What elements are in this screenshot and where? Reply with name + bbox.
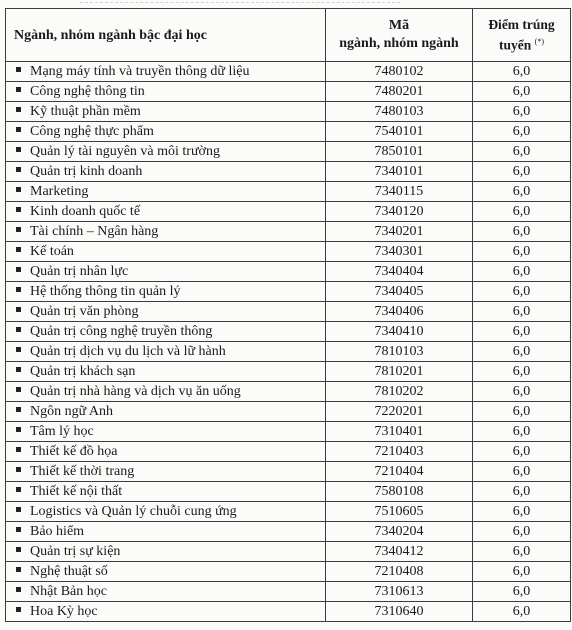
admission-score: 6,0 — [473, 322, 571, 342]
cut-off-header-remnant — [80, 2, 400, 7]
major-code: 7210403 — [326, 442, 473, 462]
bullet-icon — [16, 527, 21, 532]
major-name: Quản trị khách sạn — [30, 364, 136, 379]
admission-score: 6,0 — [473, 262, 571, 282]
major-name: Hệ thống thông tin quản lý — [30, 284, 181, 299]
major-code: 7810103 — [326, 342, 473, 362]
bullet-icon — [16, 407, 21, 412]
admission-score: 6,0 — [473, 522, 571, 542]
major-name-cell — [6, 162, 326, 182]
major-code: 7340410 — [326, 322, 473, 342]
major-name: Marketing — [30, 184, 89, 199]
table-row — [6, 122, 571, 142]
admission-score: 6,0 — [473, 602, 571, 622]
major-name: Quản trị kinh doanh — [30, 164, 143, 179]
major-name: Hoa Kỳ học — [30, 604, 98, 619]
major-code: 7480201 — [326, 82, 473, 102]
major-code: 7810201 — [326, 362, 473, 382]
bullet-icon — [16, 307, 21, 312]
major-name: Tài chính – Ngân hàng — [30, 224, 159, 239]
major-code: 7340406 — [326, 302, 473, 322]
table-row — [6, 102, 571, 122]
major-code: 7810202 — [326, 382, 473, 402]
major-name: Công nghệ thông tin — [30, 84, 145, 99]
table-row — [6, 242, 571, 262]
major-name-cell — [6, 222, 326, 242]
major-code: 7480103 — [326, 102, 473, 122]
table-row — [6, 262, 571, 282]
table-row — [6, 162, 571, 182]
header-score-line1: Điểm trúng — [488, 17, 555, 33]
major-name-cell — [6, 262, 326, 282]
header-major-label: Ngành, nhóm ngành bậc đại học — [14, 27, 207, 43]
major-code: 7340412 — [326, 542, 473, 562]
major-name-cell — [6, 542, 326, 562]
table-row — [6, 522, 571, 542]
admission-score: 6,0 — [473, 442, 571, 462]
header-major — [6, 9, 326, 62]
major-code: 7340101 — [326, 162, 473, 182]
major-name: Quản lý tài nguyên và môi trường — [30, 144, 220, 159]
admission-score: 6,0 — [473, 582, 571, 602]
admission-score: 6,0 — [473, 282, 571, 302]
major-code: 7340404 — [326, 262, 473, 282]
bullet-icon — [16, 387, 21, 392]
admission-score: 6,0 — [473, 242, 571, 262]
major-name-cell — [6, 382, 326, 402]
header-code — [326, 9, 473, 62]
major-name-cell — [6, 62, 326, 82]
major-code: 7340405 — [326, 282, 473, 302]
bullet-icon — [16, 107, 21, 112]
major-name-cell — [6, 142, 326, 162]
major-code: 7340120 — [326, 202, 473, 222]
bullet-icon — [16, 327, 21, 332]
table-row — [6, 82, 571, 102]
major-name-cell — [6, 82, 326, 102]
major-name-cell — [6, 602, 326, 622]
bullet-icon — [16, 427, 21, 432]
bullet-icon — [16, 167, 21, 172]
major-name: Nghệ thuật số — [30, 564, 108, 579]
admission-score: 6,0 — [473, 82, 571, 102]
bullet-icon — [16, 607, 21, 612]
bullet-icon — [16, 187, 21, 192]
bullet-icon — [16, 487, 21, 492]
header-code-line1: Mã — [388, 18, 410, 33]
table-row — [6, 302, 571, 322]
major-name: Kinh doanh quốc tế — [30, 204, 141, 219]
major-code: 7340301 — [326, 242, 473, 262]
table-row — [6, 542, 571, 562]
major-name-cell — [6, 582, 326, 602]
bullet-icon — [16, 207, 21, 212]
table-row — [6, 462, 571, 482]
major-name-cell — [6, 322, 326, 342]
header-row — [6, 9, 571, 62]
major-name: Bảo hiểm — [30, 524, 85, 539]
major-name-cell — [6, 562, 326, 582]
major-code: 7220201 — [326, 402, 473, 422]
table-row — [6, 442, 571, 462]
table-row — [6, 482, 571, 502]
major-code: 7310613 — [326, 582, 473, 602]
bullet-icon — [16, 147, 21, 152]
major-name-cell — [6, 302, 326, 322]
table-row — [6, 402, 571, 422]
table-row — [6, 502, 571, 522]
table-row — [6, 282, 571, 302]
major-name: Quản trị nhân lực — [30, 264, 129, 279]
major-code: 7540101 — [326, 122, 473, 142]
major-name: Quản trị công nghệ truyền thông — [30, 324, 213, 339]
bullet-icon — [16, 287, 21, 292]
major-code: 7310401 — [326, 422, 473, 442]
major-name-cell — [6, 522, 326, 542]
major-name-cell — [6, 342, 326, 362]
bullet-icon — [16, 67, 21, 72]
major-name: Ngôn ngữ Anh — [30, 404, 114, 419]
major-code: 7580108 — [326, 482, 473, 502]
major-name: Tâm lý học — [30, 424, 94, 439]
admission-score: 6,0 — [473, 62, 571, 82]
major-name: Quản trị dịch vụ du lịch và lữ hành — [30, 344, 226, 359]
major-name: Nhật Bản học — [30, 584, 107, 599]
major-name: Thiết kế đồ họa — [30, 444, 118, 459]
bullet-icon — [16, 447, 21, 452]
admission-score: 6,0 — [473, 362, 571, 382]
bullet-icon — [16, 547, 21, 552]
major-name-cell — [6, 482, 326, 502]
table-row — [6, 202, 571, 222]
admission-score: 6,0 — [473, 542, 571, 562]
major-name-cell — [6, 182, 326, 202]
major-name-cell — [6, 282, 326, 302]
admission-score: 6,0 — [473, 342, 571, 362]
admission-score: 6,0 — [473, 222, 571, 242]
major-code: 7340201 — [326, 222, 473, 242]
major-name: Công nghệ thực phẩm — [30, 124, 154, 139]
major-name-cell — [6, 242, 326, 262]
admission-score: 6,0 — [473, 502, 571, 522]
admission-score: 6,0 — [473, 482, 571, 502]
admission-score: 6,0 — [473, 422, 571, 442]
admission-score: 6,0 — [473, 162, 571, 182]
admission-score: 6,0 — [473, 122, 571, 142]
admission-score: 6,0 — [473, 562, 571, 582]
table-row — [6, 142, 571, 162]
major-code: 7510605 — [326, 502, 473, 522]
bullet-icon — [16, 227, 21, 232]
bullet-icon — [16, 127, 21, 132]
major-name: Logistics và Quản lý chuỗi cung ứng — [30, 504, 237, 519]
major-code: 7480102 — [326, 62, 473, 82]
bullet-icon — [16, 267, 21, 272]
major-name-cell — [6, 462, 326, 482]
major-name: Kỹ thuật phần mềm — [30, 104, 141, 119]
bullet-icon — [16, 587, 21, 592]
table-row — [6, 422, 571, 442]
admission-score: 6,0 — [473, 182, 571, 202]
bullet-icon — [16, 247, 21, 252]
major-code: 7340204 — [326, 522, 473, 542]
bullet-icon — [16, 87, 21, 92]
bullet-icon — [16, 467, 21, 472]
major-name-cell — [6, 402, 326, 422]
table-row — [6, 362, 571, 382]
major-name-cell — [6, 502, 326, 522]
major-name: Kế toán — [30, 244, 74, 259]
admission-score: 6,0 — [473, 142, 571, 162]
major-code: 7850101 — [326, 142, 473, 162]
table-row — [6, 602, 571, 622]
table-row — [6, 562, 571, 582]
major-name-cell — [6, 442, 326, 462]
major-code: 7340115 — [326, 182, 473, 202]
bullet-icon — [16, 507, 21, 512]
header-code-line2: ngành, nhóm ngành — [339, 36, 459, 51]
bullet-icon — [16, 367, 21, 372]
major-code: 7310640 — [326, 602, 473, 622]
major-name: Quản trị văn phòng — [30, 304, 139, 319]
major-name-cell — [6, 362, 326, 382]
admission-score: 6,0 — [473, 462, 571, 482]
major-name: Mạng máy tính và truyền thông dữ liệu — [30, 64, 250, 79]
major-code: 7210404 — [326, 462, 473, 482]
bullet-icon — [16, 347, 21, 352]
admission-score: 6,0 — [473, 202, 571, 222]
major-name-cell — [6, 422, 326, 442]
major-name: Quản trị sự kiện — [30, 544, 121, 559]
major-name-cell — [6, 102, 326, 122]
bullet-icon — [16, 567, 21, 572]
major-name: Quản trị nhà hàng và dịch vụ ăn uống — [30, 384, 241, 399]
admission-score: 6,0 — [473, 302, 571, 322]
table-row — [6, 182, 571, 202]
table-row — [6, 62, 571, 82]
major-name-cell — [6, 122, 326, 142]
admission-score: 6,0 — [473, 402, 571, 422]
admission-score: 6,0 — [473, 102, 571, 122]
table-row — [6, 322, 571, 342]
admission-score: 6,0 — [473, 382, 571, 402]
table-row — [6, 222, 571, 242]
header-score-line2: tuyển — [499, 37, 532, 53]
major-name: Thiết kế thời trang — [30, 464, 135, 479]
table-body — [6, 62, 571, 622]
major-name: Thiết kế nội thất — [30, 484, 123, 499]
table-row — [6, 582, 571, 602]
table-header — [6, 9, 571, 62]
header-score — [473, 9, 571, 62]
table-row — [6, 342, 571, 362]
major-code: 7210408 — [326, 562, 473, 582]
admission-scores-table — [5, 8, 571, 622]
table-row — [6, 382, 571, 402]
header-score-note: (*) — [534, 37, 544, 47]
major-name-cell — [6, 202, 326, 222]
